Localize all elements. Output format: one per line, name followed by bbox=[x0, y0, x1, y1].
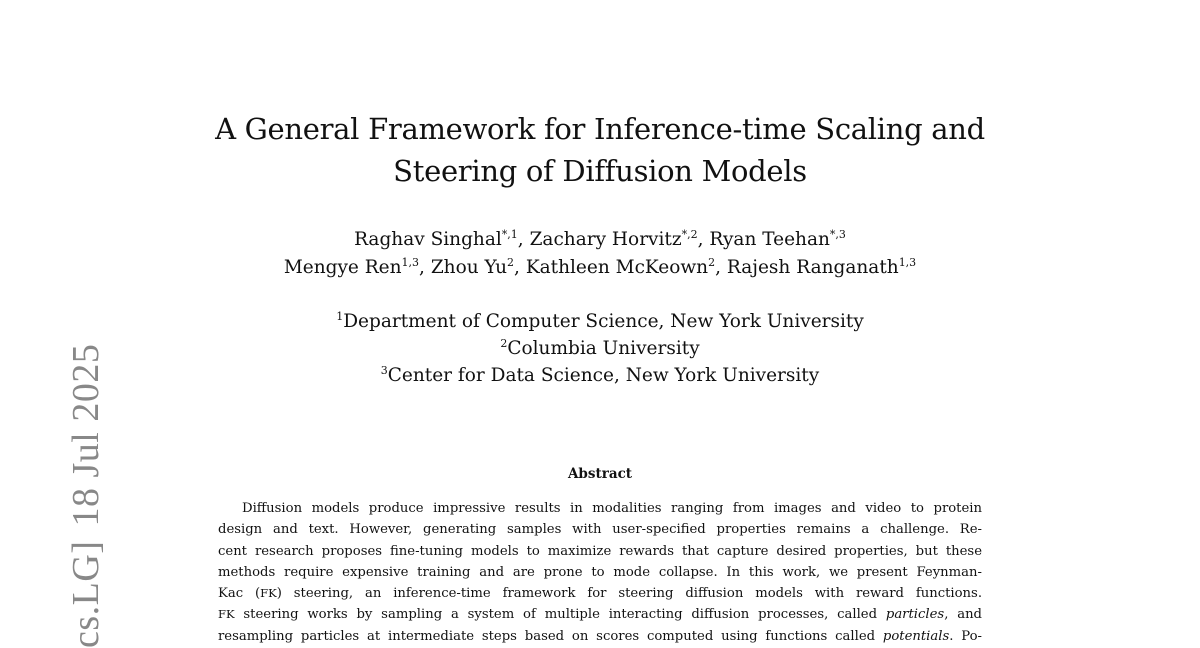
abstract-text: cent research proposes fine-tuning models to maximize rewards that capture desired properties, but these bbox=[218, 543, 982, 559]
abstract-line bbox=[218, 626, 982, 647]
author-marks: 2 bbox=[507, 255, 515, 269]
abstract-text: ) steering, an inference-time framework for steering diffusion models with reward functions. bbox=[276, 586, 983, 602]
abstract-text: , and bbox=[944, 607, 982, 623]
author-name: Zhou Yu bbox=[430, 257, 508, 278]
affiliation-list bbox=[200, 308, 1000, 389]
arxiv-stamp-text bbox=[67, 344, 105, 648]
abstract-line bbox=[218, 541, 982, 562]
affiliation-mark: 3 bbox=[380, 363, 388, 377]
author-separator: , bbox=[419, 257, 431, 278]
author-separator: , bbox=[514, 257, 526, 278]
affiliation-text: Department of Computer Science, New York University bbox=[343, 311, 864, 332]
author-line-1 bbox=[200, 226, 1000, 254]
author-line-2 bbox=[200, 254, 1000, 282]
title-line-2: Steering of Diffusion Models bbox=[393, 154, 807, 188]
arxiv-date: 18 Jul 2025 bbox=[65, 343, 107, 527]
author-list bbox=[200, 226, 1000, 282]
abstract-text: design and text. However, generating samples with user-specified properties remains a challenge. Re- bbox=[218, 522, 982, 538]
author-name: Ryan Teehan bbox=[709, 229, 830, 250]
abstract-line bbox=[218, 498, 982, 519]
abstract-line bbox=[218, 519, 982, 540]
author-marks: 2 bbox=[708, 255, 716, 269]
affiliation bbox=[200, 362, 1000, 389]
abstract-line bbox=[218, 604, 982, 625]
arxiv-side-stamp bbox=[12, 0, 107, 648]
arxiv-category: cs.LG] bbox=[65, 540, 107, 648]
author-marks: 1,3 bbox=[401, 255, 420, 269]
abstract-text: steering works by sampling a system of multiple interacting diffusion processes, called bbox=[234, 607, 886, 623]
author-separator: , bbox=[697, 229, 710, 250]
author-marks: 1,3 bbox=[898, 255, 917, 269]
abstract-body bbox=[218, 498, 982, 647]
author-name: Mengye Ren bbox=[283, 257, 402, 278]
affiliation-text: Columbia University bbox=[507, 338, 700, 359]
affiliation bbox=[200, 308, 1000, 335]
abstract-line bbox=[218, 562, 982, 583]
abstract-text: Kac ( bbox=[218, 586, 261, 602]
author-marks: *,1 bbox=[501, 227, 518, 241]
affiliation-text: Center for Data Science, New York University bbox=[387, 365, 820, 386]
author-marks: *,2 bbox=[681, 227, 698, 241]
abstract-text: . Po- bbox=[949, 628, 982, 644]
paper-title bbox=[200, 108, 1000, 192]
author-separator: , bbox=[715, 257, 727, 278]
abstract-text: Diffusion models produce impressive results in modalities ranging from images and video to protein bbox=[242, 501, 982, 516]
abstract-text: methods require expensive training and are prone to mode collapse. In this work, we present Feynman- bbox=[218, 564, 982, 580]
affiliation-mark: 2 bbox=[500, 336, 508, 350]
author-marks: *,3 bbox=[829, 227, 846, 241]
affiliation-mark: 1 bbox=[336, 309, 344, 323]
abstract-heading: Abstract bbox=[567, 466, 633, 482]
affiliation bbox=[200, 335, 1000, 362]
author-name: Kathleen McKeown bbox=[525, 257, 709, 278]
abstract-text: resampling particles at intermediate steps based on scores computed using functions called bbox=[218, 628, 883, 644]
abstract-emphasis: particles bbox=[885, 607, 945, 623]
author-name: Raghav Singhal bbox=[354, 229, 502, 250]
abstract-smallcaps: FK bbox=[260, 586, 277, 601]
abstract-line bbox=[218, 583, 982, 604]
author-name: Rajesh Ranganath bbox=[726, 257, 899, 278]
abstract-smallcaps: FK bbox=[218, 607, 235, 622]
author-separator: , bbox=[517, 229, 530, 250]
author-name: Zachary Horvitz bbox=[529, 229, 682, 250]
abstract-emphasis: potentials bbox=[882, 628, 950, 644]
title-line-1: A General Framework for Inference-time Scaling and bbox=[215, 112, 985, 146]
